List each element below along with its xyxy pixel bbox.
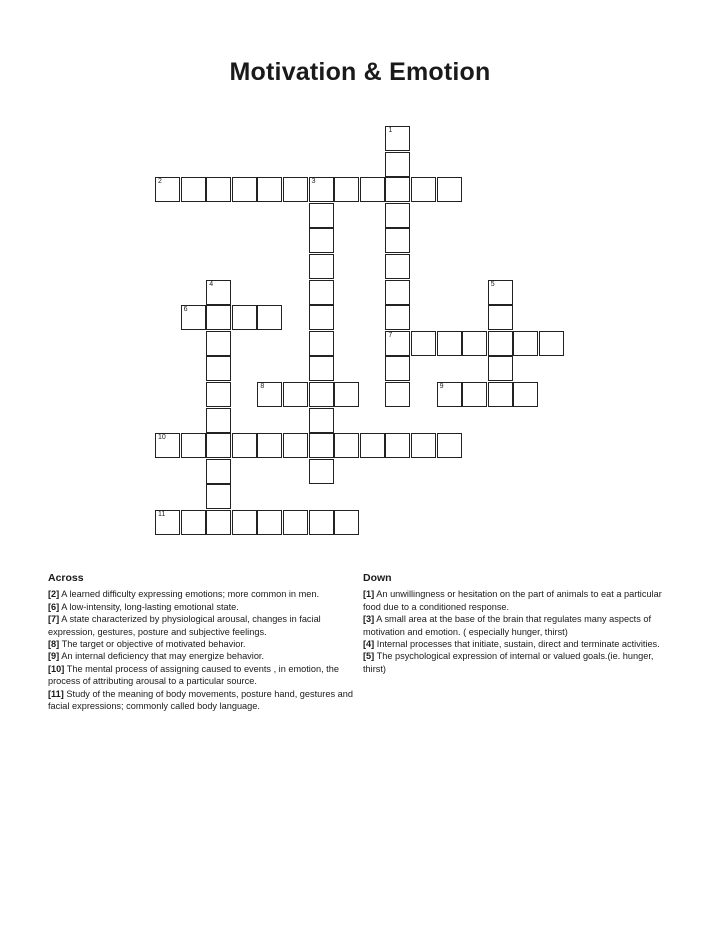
grid-cell: [385, 331, 410, 356]
clue-across-2: [48, 588, 360, 600]
grid-cell: [385, 152, 410, 177]
grid-cell: [385, 126, 410, 151]
clue-down-4: [363, 638, 673, 650]
clue-number-label: 11: [158, 511, 166, 518]
clue-across-7: [48, 613, 360, 638]
clue-across-9: [48, 650, 360, 662]
grid-cell: [206, 331, 231, 356]
grid-cell: [334, 382, 359, 407]
grid-cell: [437, 382, 462, 407]
grid-cell: [385, 433, 410, 458]
grid-cell: [206, 484, 231, 509]
grid-cell: [309, 280, 334, 305]
grid-cell: [385, 228, 410, 253]
clue-text: A learned difficulty expressing emotions; more common in men.: [61, 589, 319, 600]
across-heading: Across: [48, 572, 84, 584]
grid-cell: [232, 177, 257, 202]
clue-text: The target or objective of motivated behavior.: [61, 639, 246, 650]
grid-cell: [181, 510, 206, 535]
grid-cell: [232, 433, 257, 458]
grid-cell: [206, 433, 231, 458]
clue-number: [9]: [48, 651, 60, 662]
grid-cell: [513, 331, 538, 356]
clue-across-11: [48, 688, 360, 713]
grid-cell: [283, 382, 308, 407]
grid-cell: [309, 177, 334, 202]
clue-number: [11]: [48, 688, 64, 699]
grid-cell: [360, 433, 385, 458]
grid-cell: [283, 433, 308, 458]
grid-cell: [539, 331, 564, 356]
grid-cell: [309, 331, 334, 356]
grid-cell: [155, 177, 180, 202]
grid-cell: [155, 433, 180, 458]
grid-cell: [206, 177, 231, 202]
grid-cell: [334, 510, 359, 535]
clue-text: A state characterized by physiological arousal, changes in facial expression, gestures, posture and subjective feelings.: [48, 614, 321, 637]
clue-text: An unwillingness or hesitation on the part of animals to eat a particular food due to a conditioned response.: [363, 589, 662, 612]
clue-across-8: [48, 638, 360, 650]
grid-cell: [206, 356, 231, 381]
grid-cell: [437, 331, 462, 356]
grid-cell: [488, 280, 513, 305]
clue-number-label: 5: [490, 280, 495, 288]
grid-cell: [411, 177, 436, 202]
grid-cell: [513, 382, 538, 407]
clue-text: The mental process of assigning caused to events , in emotion, the process of attributing arousal to a particular source.: [48, 663, 339, 687]
grid-cell: [488, 382, 513, 407]
grid-cell: [309, 228, 334, 253]
down-heading: Down: [363, 572, 392, 584]
grid-cell: [385, 203, 410, 228]
grid-cell: [309, 305, 334, 330]
grid-cell: [181, 177, 206, 202]
grid-cell: [385, 305, 410, 330]
clue-number: [7]: [48, 614, 60, 625]
clue-number-label: 4: [209, 280, 214, 288]
puzzle-title: Motivation & Emotion: [229, 58, 491, 86]
grid-cell: [437, 177, 462, 202]
grid-cell: [155, 510, 180, 535]
grid-cell: [257, 510, 282, 535]
clue-number-label: 6: [183, 306, 188, 314]
grid-cell: [411, 331, 436, 356]
clue-number-label: 9: [439, 383, 444, 390]
grid-cell: [181, 305, 206, 330]
grid-cell: [257, 433, 282, 458]
grid-cell: [257, 305, 282, 330]
grid-cell: [437, 433, 462, 458]
grid-cell: [206, 510, 231, 535]
grid-cell: [385, 356, 410, 381]
grid-cell: [385, 177, 410, 202]
clue-number: [10]: [48, 663, 65, 674]
clue-number-label: 8: [260, 383, 265, 390]
grid-cell: [462, 382, 487, 407]
clue-number-label: 2: [158, 178, 162, 186]
grid-cell: [206, 459, 231, 484]
grid-cell: [206, 280, 231, 305]
grid-cell: [488, 331, 513, 356]
clue-number-label: 10: [158, 434, 166, 442]
clue-number-label: 3: [311, 178, 316, 186]
clue-number: [6]: [48, 601, 60, 612]
clue-text: Study of the meaning of body movements, posture hand, gestures and facial expressions; commonly called body language.: [48, 688, 353, 712]
grid-cell: [181, 433, 206, 458]
grid-cell: [206, 305, 231, 330]
grid-cell: [206, 382, 231, 407]
clue-number: [5]: [363, 651, 375, 662]
grid-cell: [232, 510, 257, 535]
clue-down-3: [363, 613, 673, 638]
clue-text: A low-intensity, long-lasting emotional state.: [61, 601, 239, 612]
grid-cell: [488, 356, 513, 381]
clue-number: [1]: [363, 589, 375, 600]
grid-cell: [334, 177, 359, 202]
grid-cell: [309, 254, 334, 279]
clue-number-label: 7: [388, 331, 393, 339]
clue-number: [8]: [48, 639, 60, 650]
grid-cell: [257, 382, 282, 407]
clue-across-6: [48, 601, 360, 613]
grid-cell: [309, 356, 334, 381]
clue-text: A small area at the base of the brain that regulates many aspects of motivation and emotion. ( especially hunger, thirst): [363, 614, 652, 637]
clue-across-10: [48, 663, 360, 688]
across-clues: [48, 572, 360, 712]
grid-cell: [257, 177, 282, 202]
grid-cell: [309, 433, 334, 458]
grid-cell: [232, 305, 257, 330]
grid-cell: [309, 408, 334, 433]
clue-down-1: [363, 588, 673, 613]
grid-cell: [462, 331, 487, 356]
grid-cell: [334, 433, 359, 458]
grid-cell: [309, 510, 334, 535]
grid-cell: [206, 408, 231, 433]
grid-cell: [283, 510, 308, 535]
grid-cell: [360, 177, 385, 202]
clue-text: An internal deficiency that may energize behavior.: [61, 651, 265, 662]
grid-cell: [309, 203, 334, 228]
grid-cell: [309, 459, 334, 484]
clue-number: [2]: [48, 589, 60, 600]
grid-cell: [385, 280, 410, 305]
clue-text: The psychological expression of internal or valued goals.(ie. hunger, thirst): [363, 651, 654, 674]
clue-number: [3]: [363, 614, 375, 625]
clue-number-label: 1: [388, 127, 393, 134]
grid-cell: [283, 177, 308, 202]
grid-cell: [385, 254, 410, 279]
clue-text: Internal processes that initiate, sustain, direct and terminate activities.: [376, 639, 660, 650]
grid-cell: [309, 382, 334, 407]
clue-down-5: [363, 650, 673, 675]
grid-cell: [488, 305, 513, 330]
down-clues: [363, 572, 673, 675]
clue-number: [4]: [363, 639, 375, 650]
grid-cell: [385, 382, 410, 407]
grid-cell: [411, 433, 436, 458]
